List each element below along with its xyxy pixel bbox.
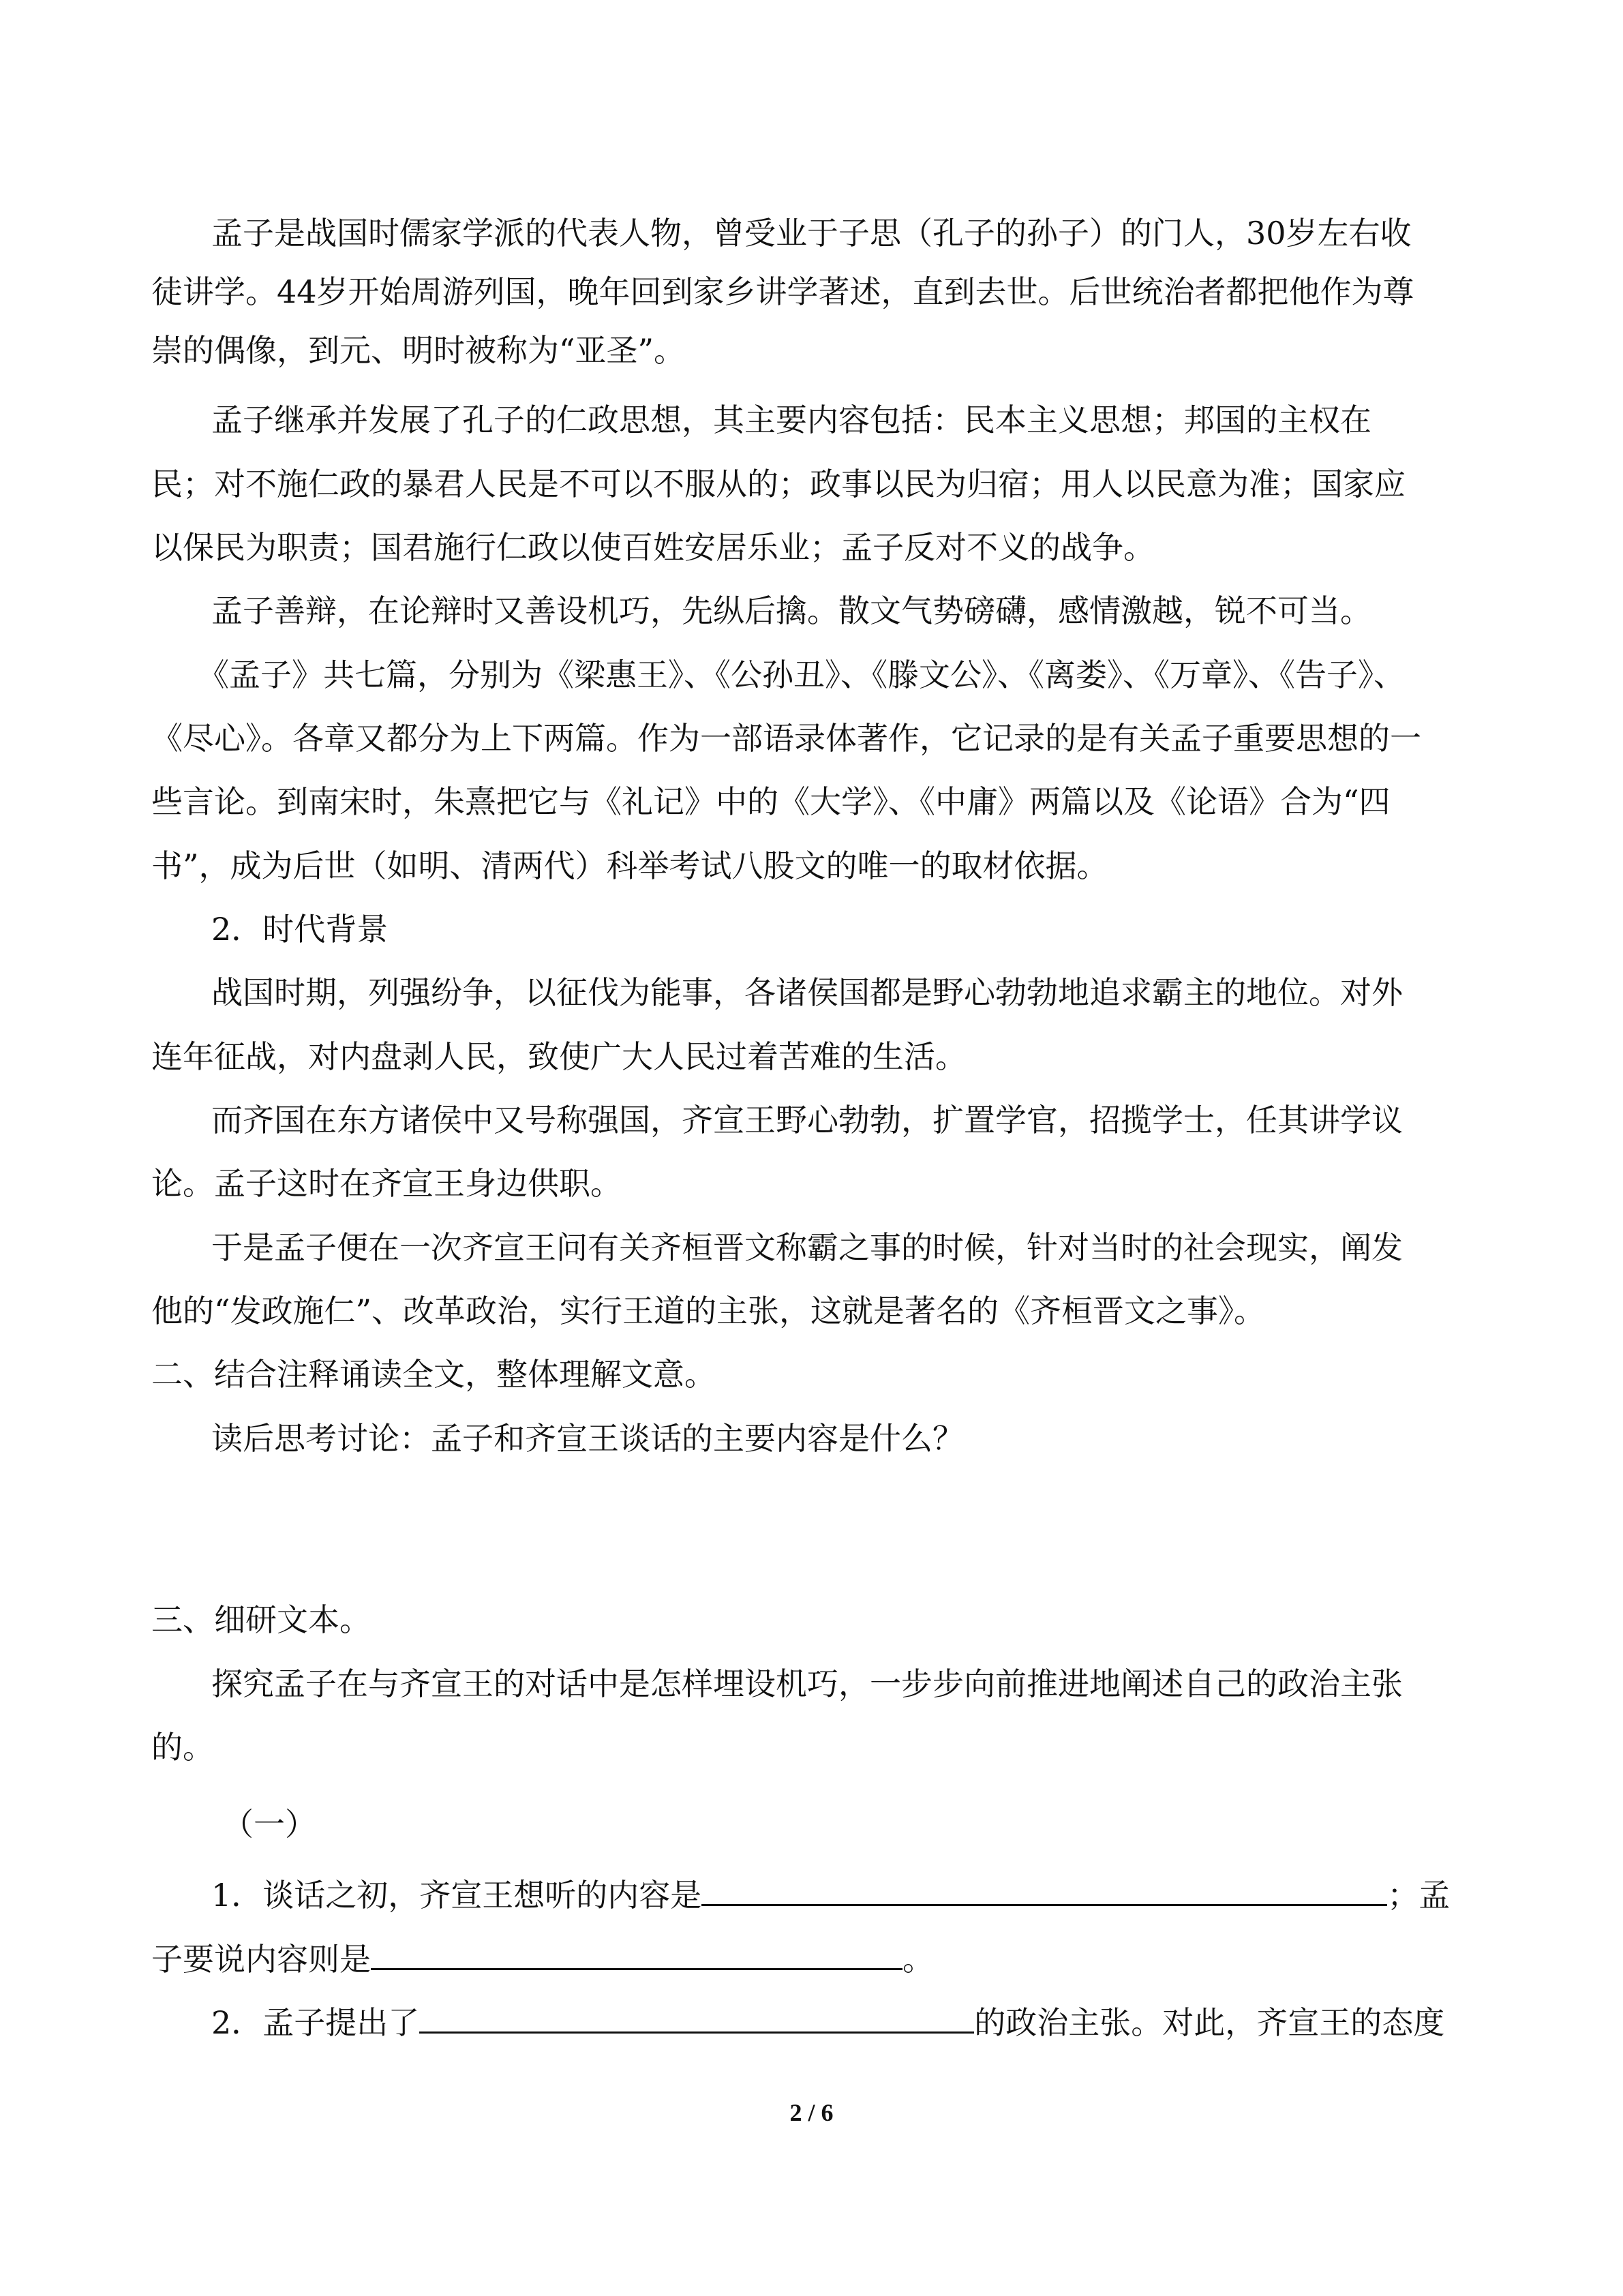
question-1-text: ；孟	[1387, 1877, 1451, 1914]
section-heading: 三、细研文本。	[151, 1601, 371, 1638]
paragraph-line: 于是孟子便在一次齐宣王问有关齐桓晋文称霸之事的时候，针对当时的社会现实，阐发	[211, 1229, 1403, 1266]
subsection-marker: （一）	[222, 1806, 316, 1843]
paragraph-line: 书”，成为后世（如明、清两代）科举考试八股文的唯一的取材依据。	[151, 847, 1108, 884]
paragraph-line: 《尽心》。各章又都分为上下两篇。作为一部语录体著作，它记录的是有关孟子重要思想的一	[151, 720, 1421, 757]
question-1-line-2	[151, 1937, 934, 1980]
paragraph-line: 战国时期，列强纷争，以征伐为能事，各诸侯国都是野心勃勃地追求霸主的地位。对外	[211, 974, 1403, 1011]
section-subheading: 2．时代背景	[211, 911, 389, 948]
paragraph-line: 徒讲学。44岁开始周游列国，晚年回到家乡讲学著述，直到去世。后世统治者都把他作为尊	[151, 273, 1414, 310]
discussion-question: 读后思考讨论：孟子和齐宣王谈话的主要内容是什么？	[211, 1420, 964, 1457]
paragraph-line: 《孟子》共七篇，分别为《梁惠王》、《公孙丑》、《滕文公》、《离娄》、《万章》、《告子》、	[198, 656, 1405, 693]
paragraph-line: 以保民为职责；国君施行仁政以使百姓安居乐业；孟子反对不义的战争。	[151, 529, 1155, 566]
question-1-prompt: 1．谈话之初，齐宣王想听的内容是	[211, 1877, 702, 1914]
paragraph-line: 民；对不施仁政的暴君人民是不可以不服从的；政事以民为归宿；用人以民意为准；国家应	[151, 466, 1406, 502]
paragraph-line: 连年征战，对内盘剥人民，致使广大人民过着苦难的生活。	[151, 1038, 967, 1075]
paragraph-line: 探究孟子在与齐宣王的对话中是怎样埋设机巧，一步步向前推进地阐述自己的政治主张	[211, 1665, 1403, 1702]
paragraph-line: 论。孟子这时在齐宣王身边供职。	[151, 1165, 622, 1202]
question-2-text: 的政治主张。对此，齐宣王的态度	[974, 2004, 1445, 2041]
page-number: 2 / 6	[789, 2099, 834, 2126]
paragraph-line: 些言论。到南宋时，朱熹把它与《礼记》中的《大学》、《中庸》两篇以及《论语》合为“四	[151, 783, 1391, 820]
paragraph-line: 的。	[151, 1729, 214, 1766]
question-2-line-1	[211, 2000, 1444, 2043]
paragraph-line: 崇的偶像，到元、明时被称为“亚圣”。	[151, 332, 686, 369]
section-heading: 二、结合注释诵读全文，整体理解文意。	[151, 1356, 716, 1393]
paragraph-line: 而齐国在东方诸侯中又号称强国，齐宣王野心勃勃，扩置学官，招揽学士，任其讲学议	[211, 1102, 1403, 1138]
paragraph-line: 孟子是战国时儒家学派的代表人物，曾受业于子思（孔子的孙子）的门人，30岁左右收	[211, 215, 1412, 252]
answer-blank[interactable]	[371, 1937, 902, 1970]
answer-blank[interactable]	[419, 2000, 974, 2034]
question-1-line-1	[211, 1873, 1450, 1916]
paragraph-line: 孟子继承并发展了孔子的仁政思想，其主要内容包括：民本主义思想；邦国的主权在	[211, 402, 1371, 438]
question-1-prompt-2: 子要说内容则是	[151, 1941, 371, 1978]
answer-blank[interactable]	[701, 1873, 1387, 1906]
paragraph-line: 孟子善辩，在论辩时又善设机巧，先纵后擒。散文气势磅礴，感情激越，锐不可当。	[211, 592, 1371, 629]
question-1-end: 。	[902, 1941, 934, 1978]
paragraph-line: 他的“发政施仁”、改革政治，实行王道的主张，这就是著名的《齐桓晋文之事》。	[151, 1293, 1266, 1329]
question-2-prompt: 2．孟子提出了	[211, 2004, 420, 2041]
